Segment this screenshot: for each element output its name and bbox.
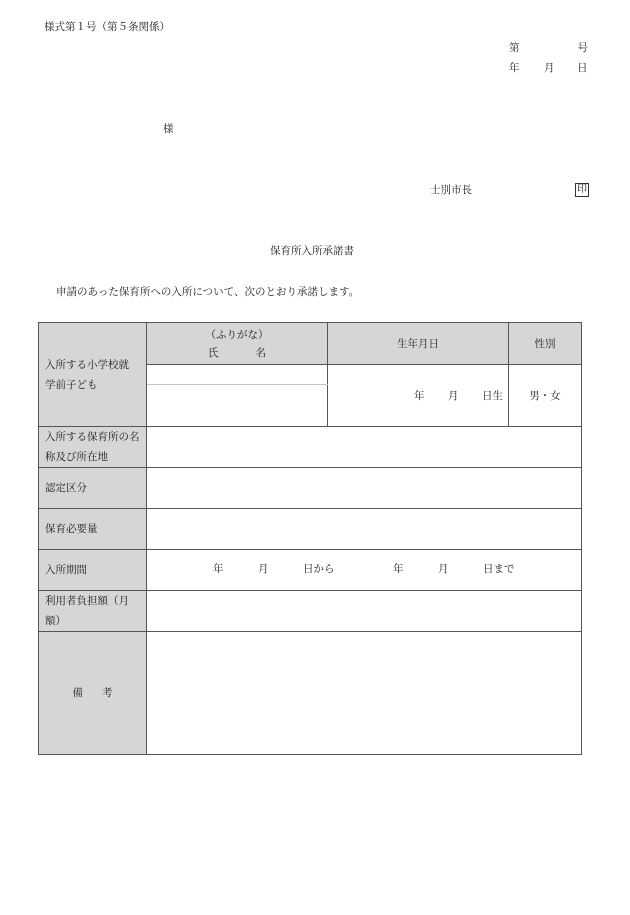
remarks-label: 備 考 bbox=[39, 632, 147, 755]
table-row bbox=[39, 591, 582, 632]
care-amount-label: 保育必要量 bbox=[39, 509, 147, 550]
document-number-line bbox=[509, 43, 588, 54]
table-row bbox=[39, 323, 582, 365]
birth-month: 月 bbox=[448, 389, 459, 402]
birth-year: 年 bbox=[414, 389, 425, 402]
furigana-label: （ふりがな） bbox=[205, 328, 269, 341]
table-row bbox=[39, 632, 582, 755]
facility-field[interactable] bbox=[147, 427, 582, 468]
gender-field[interactable]: 男・女 bbox=[509, 365, 582, 427]
period-from-day: 日から bbox=[303, 563, 335, 575]
period-label: 入所期間 bbox=[39, 550, 147, 591]
period-to-year: 年 bbox=[393, 563, 404, 575]
furigana-field[interactable] bbox=[147, 365, 328, 385]
date-day: 日 bbox=[577, 62, 588, 74]
care-amount-field[interactable] bbox=[147, 509, 582, 550]
certification-field[interactable] bbox=[147, 468, 582, 509]
table-row bbox=[39, 509, 582, 550]
child-label: 入所する小学校就学前子ども bbox=[39, 323, 147, 427]
fee-field[interactable] bbox=[147, 591, 582, 632]
fee-label: 利用者負担額（月額） bbox=[39, 591, 147, 632]
issuer-name: 士別市長 bbox=[430, 184, 472, 196]
document-title: 保育所入所承諾書 bbox=[270, 245, 354, 257]
period-from-year: 年 bbox=[213, 563, 224, 575]
table-row bbox=[39, 468, 582, 509]
birthdate-field[interactable] bbox=[328, 365, 509, 427]
period-field[interactable] bbox=[147, 550, 582, 591]
number-suffix: 号 bbox=[577, 42, 588, 54]
birthdate-header: 生年月日 bbox=[328, 323, 509, 365]
date-month: 月 bbox=[544, 62, 555, 74]
period-to-day: 日まで bbox=[483, 563, 515, 575]
acceptance-table bbox=[38, 322, 582, 755]
child-name-field[interactable] bbox=[147, 385, 328, 427]
certification-label: 認定区分 bbox=[39, 468, 147, 509]
form-number: 様式第１号（第５条関係） bbox=[44, 21, 170, 33]
period-to-month: 月 bbox=[438, 563, 449, 575]
gender-header: 性別 bbox=[509, 323, 582, 365]
intro-text: 申請のあった保育所への入所について、次のとおり承諾します。 bbox=[56, 286, 360, 298]
table-row bbox=[39, 550, 582, 591]
seal-mark: 印 bbox=[577, 184, 587, 195]
table-row bbox=[39, 427, 582, 468]
name-header bbox=[147, 323, 328, 365]
issue-date-line bbox=[509, 63, 588, 75]
name-label: 氏 名 bbox=[208, 346, 266, 359]
period-from-month: 月 bbox=[258, 563, 269, 575]
birth-day: 日生 bbox=[482, 389, 503, 402]
remarks-field[interactable] bbox=[147, 632, 582, 755]
facility-label: 入所する保育所の名称及び所在地 bbox=[39, 427, 147, 468]
date-year: 年 bbox=[509, 62, 520, 74]
number-prefix: 第 bbox=[509, 42, 520, 54]
addressee-suffix: 様 bbox=[163, 123, 174, 135]
